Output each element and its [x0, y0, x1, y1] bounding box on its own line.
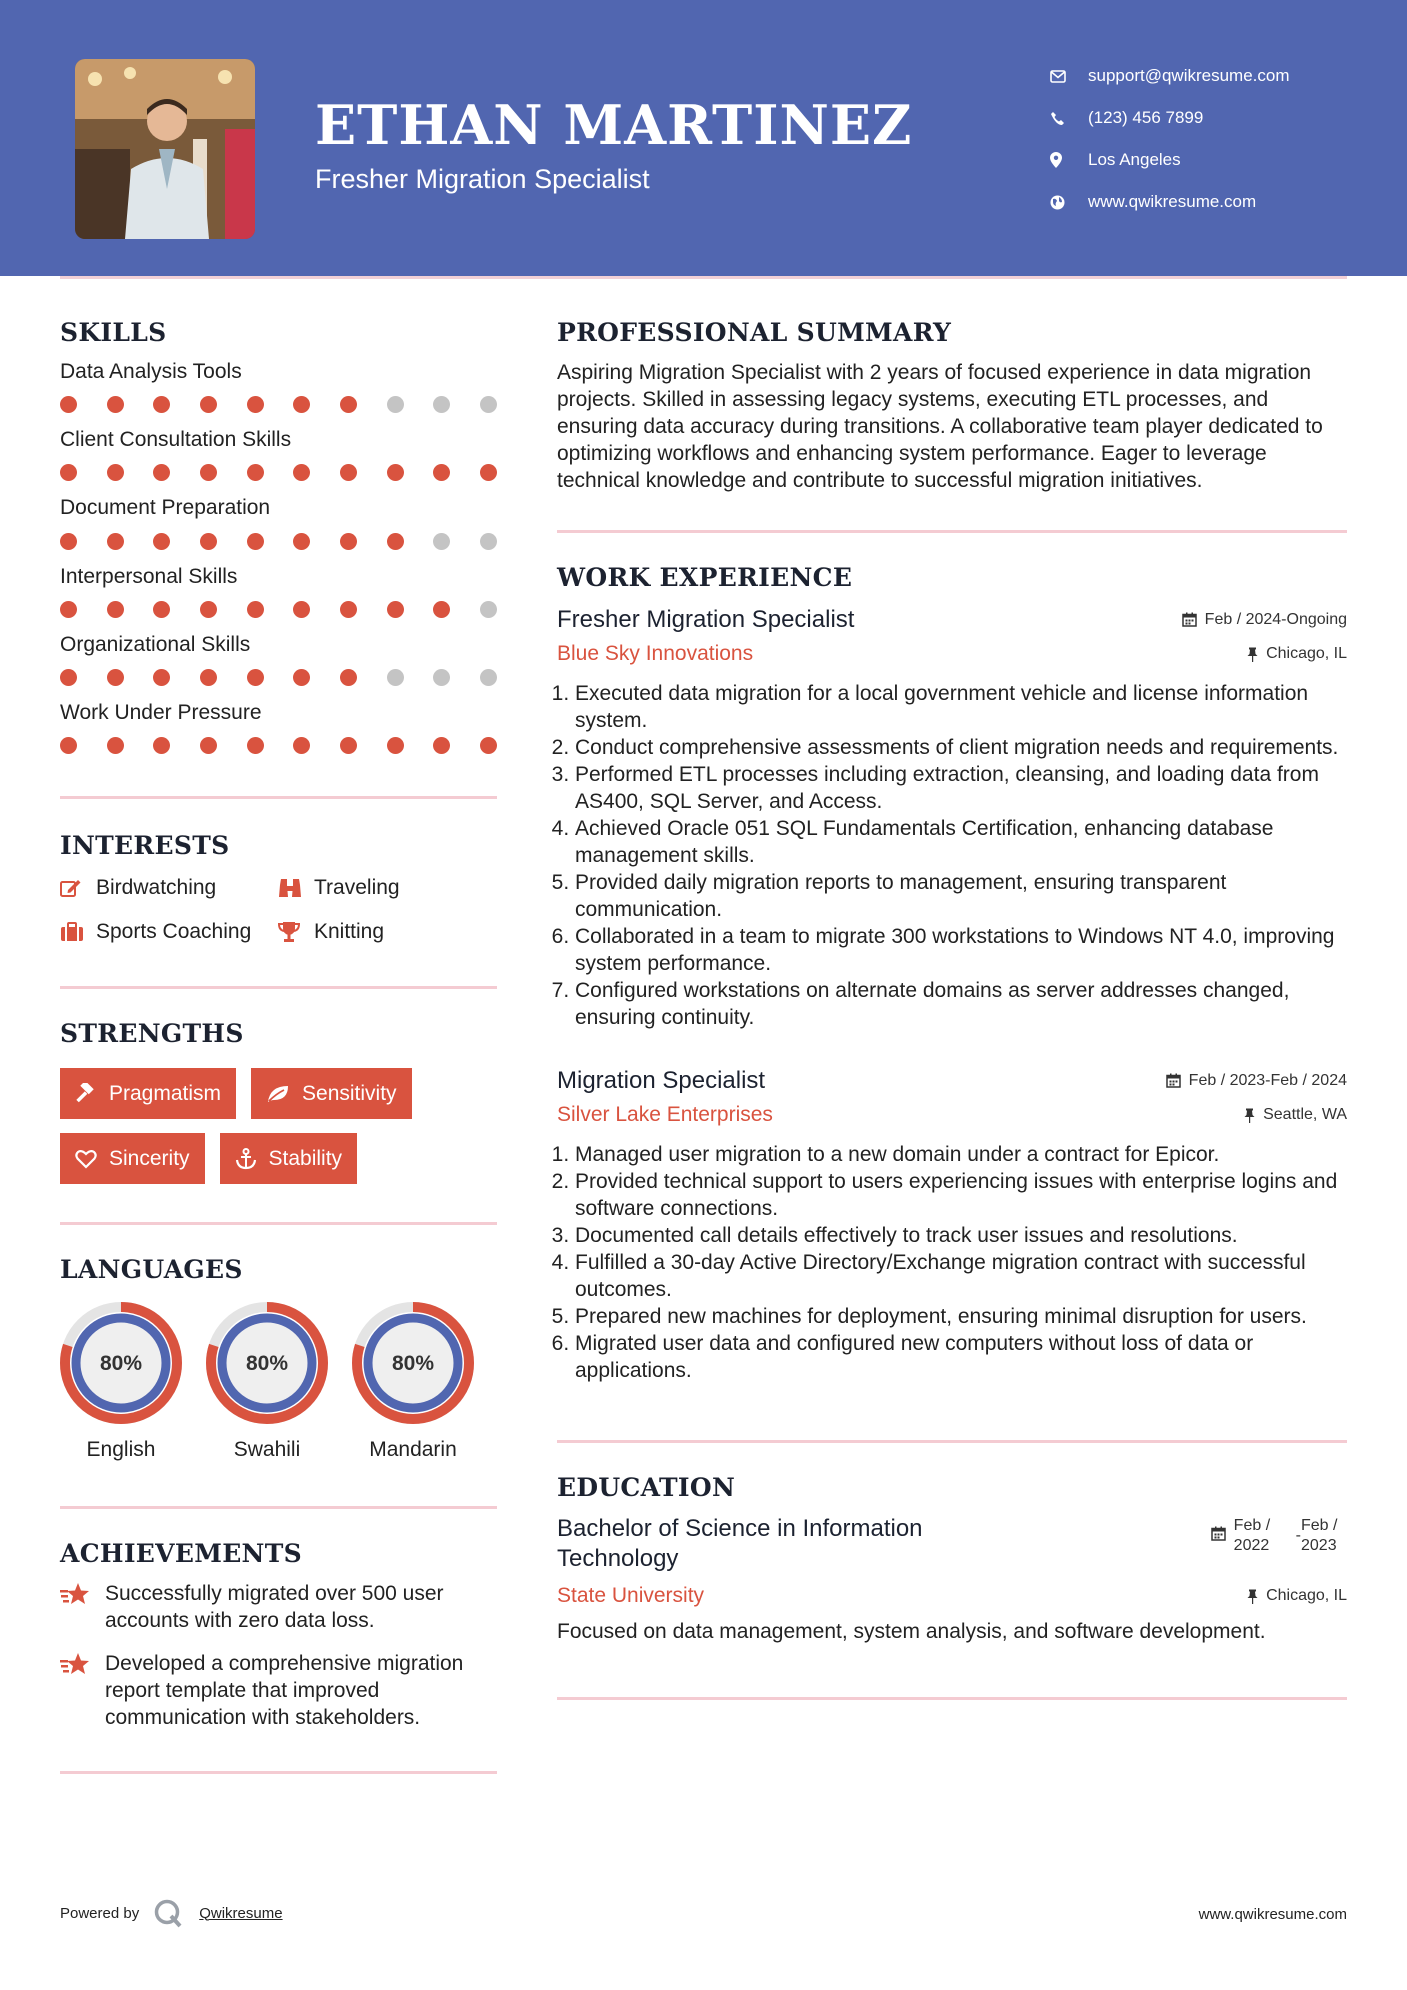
- briefcase-icon: [60, 922, 96, 942]
- job-bullet: 6. Collaborated in a team to migrate 300 workstations to Windows NT 4.0, improving system performance.: [575, 923, 1347, 977]
- job-bullet: 1. Executed data migration for a local government vehicle and license information system.: [575, 680, 1347, 734]
- rating-dot-filled: [293, 669, 310, 686]
- trophy-icon: [278, 921, 314, 943]
- heart-icon: [75, 1149, 97, 1169]
- edu-start-year: 2022: [1233, 1537, 1270, 1554]
- rating-dot-empty: [480, 533, 497, 550]
- interest-item: [278, 920, 497, 944]
- rating-dot-filled: [387, 464, 404, 481]
- rating-dot-empty: [480, 396, 497, 413]
- company-name: Blue Sky Innovations: [557, 642, 754, 665]
- language-percent: 80%: [391, 1352, 435, 1376]
- strength-tag: [60, 1133, 205, 1184]
- strength-tag: [220, 1133, 358, 1184]
- edu-end-month: Feb /: [1301, 1517, 1338, 1534]
- strength-tag: [60, 1068, 236, 1119]
- language-ring: [60, 1302, 182, 1424]
- rating-dot-filled: [340, 533, 357, 550]
- qwikresume-link[interactable]: Qwikresume: [199, 1904, 283, 1922]
- job-title: Migration Specialist: [557, 1067, 766, 1094]
- star-icon: [60, 1650, 105, 1731]
- rating-dot-filled: [107, 464, 124, 481]
- rating-dot-filled: [340, 669, 357, 686]
- rating-dot-empty: [387, 669, 404, 686]
- summary-section: [557, 320, 1347, 494]
- leaf-icon: [266, 1084, 290, 1104]
- language-name: Swahili: [233, 1438, 301, 1462]
- job-bullet: 7. Configured workstations on alternate domains as server addresses changed, ensuring continuity.: [575, 977, 1347, 1031]
- rating-dot-filled: [107, 396, 124, 413]
- contact-phone-text: (123) 456 7899: [1088, 108, 1204, 127]
- edu-date-separator: -: [1295, 1527, 1301, 1544]
- qwikresume-logo-icon: [153, 1898, 183, 1928]
- rating-dot-filled: [107, 669, 124, 686]
- skill-rating: [60, 396, 497, 413]
- section-divider: [557, 1697, 1347, 1700]
- skill-rating: [60, 669, 497, 686]
- summary-heading: PROFESSIONAL SUMMARY: [557, 318, 952, 347]
- footer-website[interactable]: www.qwikresume.com: [1198, 1906, 1347, 1923]
- rating-dot-filled: [153, 669, 170, 686]
- rating-dot-filled: [293, 737, 310, 754]
- language-ring: [352, 1302, 474, 1424]
- envelope-icon: [1050, 70, 1088, 83]
- education-heading: EDUCATION: [557, 1473, 736, 1502]
- rating-dot-filled: [60, 396, 77, 413]
- experience-section: [557, 565, 1347, 1384]
- powered-by-text: Powered by: [60, 1904, 140, 1922]
- rating-dot-filled: [293, 396, 310, 413]
- section-divider: [60, 1771, 497, 1774]
- rating-dot-filled: [60, 669, 77, 686]
- rating-dot-filled: [340, 601, 357, 618]
- rating-dot-filled: [60, 533, 77, 550]
- rating-dot-filled: [293, 533, 310, 550]
- job-date-text: Feb / 2024-Ongoing: [1204, 610, 1347, 628]
- rating-dot-filled: [247, 669, 264, 686]
- achievement-text: Developed a comprehensive migration report template that improved communication with stakeholders.: [105, 1652, 464, 1730]
- job-date: [1166, 1072, 1347, 1090]
- language-percent: 80%: [99, 1352, 143, 1376]
- languages-list: [60, 1302, 497, 1462]
- skill-rating: [60, 737, 497, 754]
- calendar-icon: [1182, 612, 1197, 627]
- anchor-icon: [235, 1148, 257, 1170]
- education-section: [557, 1475, 1347, 1645]
- language-percent: 80%: [245, 1352, 289, 1376]
- star-icon: [60, 1580, 105, 1634]
- job-entry: [557, 606, 1347, 1031]
- contact-email[interactable]: [1050, 55, 1290, 97]
- rating-dot-filled: [153, 737, 170, 754]
- strength-label: Pragmatism: [109, 1081, 222, 1105]
- rating-dot-empty: [480, 669, 497, 686]
- contact-list: [1050, 55, 1290, 223]
- interests-list: [60, 876, 497, 944]
- job-location: [1244, 1106, 1347, 1124]
- section-divider: [60, 1222, 497, 1225]
- job-entry: [557, 1067, 1347, 1384]
- degree-title: Bachelor of Science in Information Technology: [557, 1515, 923, 1572]
- language-name: English: [86, 1438, 156, 1462]
- contact-website-text: www.qwikresume.com: [1088, 192, 1257, 211]
- rating-dot-filled: [433, 464, 450, 481]
- rating-dot-empty: [433, 669, 450, 686]
- rating-dot-empty: [433, 533, 450, 550]
- skill-rating: [60, 533, 497, 550]
- languages-section: [60, 1257, 497, 1462]
- rating-dot-filled: [200, 669, 217, 686]
- contact-website[interactable]: [1050, 181, 1290, 223]
- achievement-item: [60, 1580, 497, 1634]
- interest-label: Knitting: [314, 920, 385, 944]
- job-bullet: 3. Performed ETL processes including extraction, cleansing, and loading data from AS400, SQL Server, and Access.: [575, 761, 1347, 815]
- strength-label: Sincerity: [109, 1146, 190, 1170]
- rating-dot-filled: [247, 396, 264, 413]
- rating-dot-filled: [433, 737, 450, 754]
- resume-header: [0, 0, 1407, 276]
- section-divider: [557, 530, 1347, 533]
- achievements-section: [60, 1541, 497, 1731]
- contact-email-text: support@qwikresume.com: [1088, 66, 1290, 85]
- education-description: Focused on data management, system analysis, and software development.: [557, 1620, 1266, 1643]
- section-divider: [60, 986, 497, 989]
- candidate-name: ETHAN MARTINEZ: [315, 93, 913, 157]
- pencil-square-icon: [60, 878, 96, 898]
- rating-dot-empty: [480, 601, 497, 618]
- edu-end-year: 2023: [1301, 1537, 1337, 1554]
- rating-dot-filled: [200, 533, 217, 550]
- rating-dot-filled: [153, 533, 170, 550]
- company-name: Silver Lake Enterprises: [557, 1103, 773, 1126]
- job-bullet: 1. Managed user migration to a new domain under a contract for Epicor.: [575, 1141, 1347, 1168]
- job-location: [1247, 645, 1347, 663]
- interest-item: [60, 920, 278, 944]
- language-name: Mandarin: [369, 1438, 457, 1462]
- rating-dot-filled: [247, 533, 264, 550]
- rating-dot-filled: [60, 737, 77, 754]
- skill-rating: [60, 464, 497, 481]
- strength-tag: [251, 1068, 412, 1119]
- phone-icon: [1050, 111, 1088, 126]
- interest-label: Sports Coaching: [96, 920, 252, 944]
- globe-icon: [1050, 195, 1088, 210]
- job-date: [1182, 611, 1347, 629]
- rating-dot-filled: [200, 464, 217, 481]
- skill-name: Work Under Pressure: [60, 700, 262, 724]
- rating-dot-empty: [433, 396, 450, 413]
- header-divider: [60, 276, 1347, 279]
- strengths-list: [60, 1068, 497, 1184]
- interests-section: [60, 833, 497, 944]
- rating-dot-filled: [200, 601, 217, 618]
- strength-label: Stability: [268, 1146, 343, 1170]
- calendar-icon: [1166, 1073, 1181, 1088]
- language-item: [352, 1302, 474, 1462]
- education-dates: [1211, 1514, 1347, 1556]
- job-bullet: 4. Fulfilled a 30-day Active Directory/Exchange migration contract with successful outcomes.: [575, 1249, 1347, 1303]
- rating-dot-empty: [387, 396, 404, 413]
- rating-dot-filled: [60, 601, 77, 618]
- skills-list: [60, 359, 497, 754]
- school-name: State University: [557, 1584, 705, 1607]
- section-divider: [557, 1440, 1347, 1443]
- language-item: [206, 1302, 328, 1462]
- job-bullets: [557, 680, 1347, 1031]
- job-bullet: 4. Achieved Oracle 051 SQL Fundamentals Certification, enhancing database management skills.: [575, 815, 1347, 869]
- job-bullet: 3. Documented call details effectively to track user issues and resolutions.: [575, 1222, 1347, 1249]
- skill-name: Data Analysis Tools: [60, 360, 242, 383]
- rating-dot-filled: [153, 464, 170, 481]
- rating-dot-filled: [387, 601, 404, 618]
- language-item: [60, 1302, 182, 1462]
- rating-dot-filled: [293, 601, 310, 618]
- left-column: [60, 320, 497, 1774]
- pushpin-icon: [1247, 1589, 1258, 1604]
- rating-dot-filled: [153, 601, 170, 618]
- job-location-text: Chicago, IL: [1266, 645, 1347, 662]
- job-bullets: [557, 1141, 1347, 1384]
- job-title: Fresher Migration Specialist: [557, 606, 855, 633]
- school-location: [1247, 1587, 1347, 1605]
- right-column: [557, 320, 1347, 1700]
- achievement-item: [60, 1650, 497, 1731]
- rating-dot-filled: [480, 737, 497, 754]
- candidate-title: Fresher Migration Specialist: [315, 164, 650, 194]
- rating-dot-filled: [247, 737, 264, 754]
- rating-dot-filled: [340, 737, 357, 754]
- skill-rating: [60, 601, 497, 618]
- job-location-text: Seattle, WA: [1263, 1106, 1347, 1123]
- achievement-text: Successfully migrated over 500 user accounts with zero data loss.: [105, 1582, 444, 1633]
- pushpin-icon: [1244, 1108, 1255, 1123]
- gavel-icon: [75, 1083, 97, 1105]
- section-divider: [60, 1506, 497, 1509]
- interest-item: [278, 876, 497, 900]
- strengths-heading: STRENGTHS: [60, 1019, 244, 1049]
- experience-heading: WORK EXPERIENCE: [557, 563, 853, 592]
- rating-dot-filled: [247, 601, 264, 618]
- job-bullet: 2. Provided technical support to users experiencing issues with enterprise logins and software connections.: [575, 1168, 1347, 1222]
- skill-name: Interpersonal Skills: [60, 564, 238, 588]
- language-ring: [206, 1302, 328, 1424]
- skills-section: [60, 320, 497, 754]
- binoculars-icon: [278, 877, 314, 899]
- contact-location-text: Los Angeles: [1088, 150, 1181, 169]
- contact-location: [1050, 139, 1290, 181]
- rating-dot-filled: [340, 464, 357, 481]
- interest-label: Traveling: [314, 876, 400, 900]
- footer-powered-by: [60, 1898, 283, 1928]
- rating-dot-filled: [107, 601, 124, 618]
- map-pin-icon: [1050, 152, 1088, 168]
- strength-label: Sensitivity: [302, 1081, 397, 1105]
- job-date-text: Feb / 2023-Feb / 2024: [1188, 1071, 1347, 1089]
- rating-dot-filled: [107, 533, 124, 550]
- school-location-text: Chicago, IL: [1266, 1587, 1347, 1604]
- contact-phone[interactable]: [1050, 97, 1290, 139]
- edu-start-month: Feb /: [1233, 1517, 1271, 1534]
- interest-item: [60, 876, 278, 900]
- interests-heading: INTERESTS: [60, 831, 230, 861]
- rating-dot-filled: [433, 601, 450, 618]
- job-bullet: 5. Prepared new machines for deployment, ensuring minimal disruption for users.: [575, 1303, 1347, 1330]
- rating-dot-filled: [153, 396, 170, 413]
- profile-photo: [75, 59, 255, 239]
- section-divider: [60, 796, 497, 799]
- rating-dot-filled: [340, 396, 357, 413]
- pushpin-icon: [1247, 647, 1258, 662]
- skills-heading: SKILLS: [60, 318, 167, 347]
- skill-name: Organizational Skills: [60, 632, 251, 656]
- rating-dot-filled: [200, 396, 217, 413]
- rating-dot-filled: [293, 464, 310, 481]
- skill-name: Client Consultation Skills: [60, 428, 292, 452]
- summary-text: Aspiring Migration Specialist with 2 years of focused experience in data migration projects. Skilled in assessing legacy systems, executing ETL processes, and ensuring data accuracy during transitions. A collaborative team player dedicated to optimizing workflows and enhancing system performance. Eager to leverage technical knowledge and contribute to successful migration initiatives.: [557, 361, 1323, 492]
- rating-dot-filled: [60, 464, 77, 481]
- rating-dot-filled: [480, 464, 497, 481]
- calendar-icon: [1211, 1516, 1226, 1547]
- job-bullet: 2. Conduct comprehensive assessments of client migration needs and requirements.: [575, 734, 1347, 761]
- rating-dot-filled: [387, 737, 404, 754]
- rating-dot-filled: [247, 464, 264, 481]
- rating-dot-filled: [200, 737, 217, 754]
- strengths-section: [60, 1021, 497, 1184]
- interest-label: Birdwatching: [96, 876, 217, 900]
- job-bullet: 5. Provided daily migration reports to management, ensuring transparent communication.: [575, 869, 1347, 923]
- achievements-heading: ACHIEVEMENTS: [60, 1539, 302, 1569]
- languages-heading: LANGUAGES: [60, 1255, 243, 1285]
- rating-dot-filled: [387, 533, 404, 550]
- rating-dot-filled: [107, 737, 124, 754]
- skill-name: Document Preparation: [60, 496, 271, 520]
- job-bullet: 6. Migrated user data and configured new computers without loss of data or applications.: [575, 1330, 1347, 1384]
